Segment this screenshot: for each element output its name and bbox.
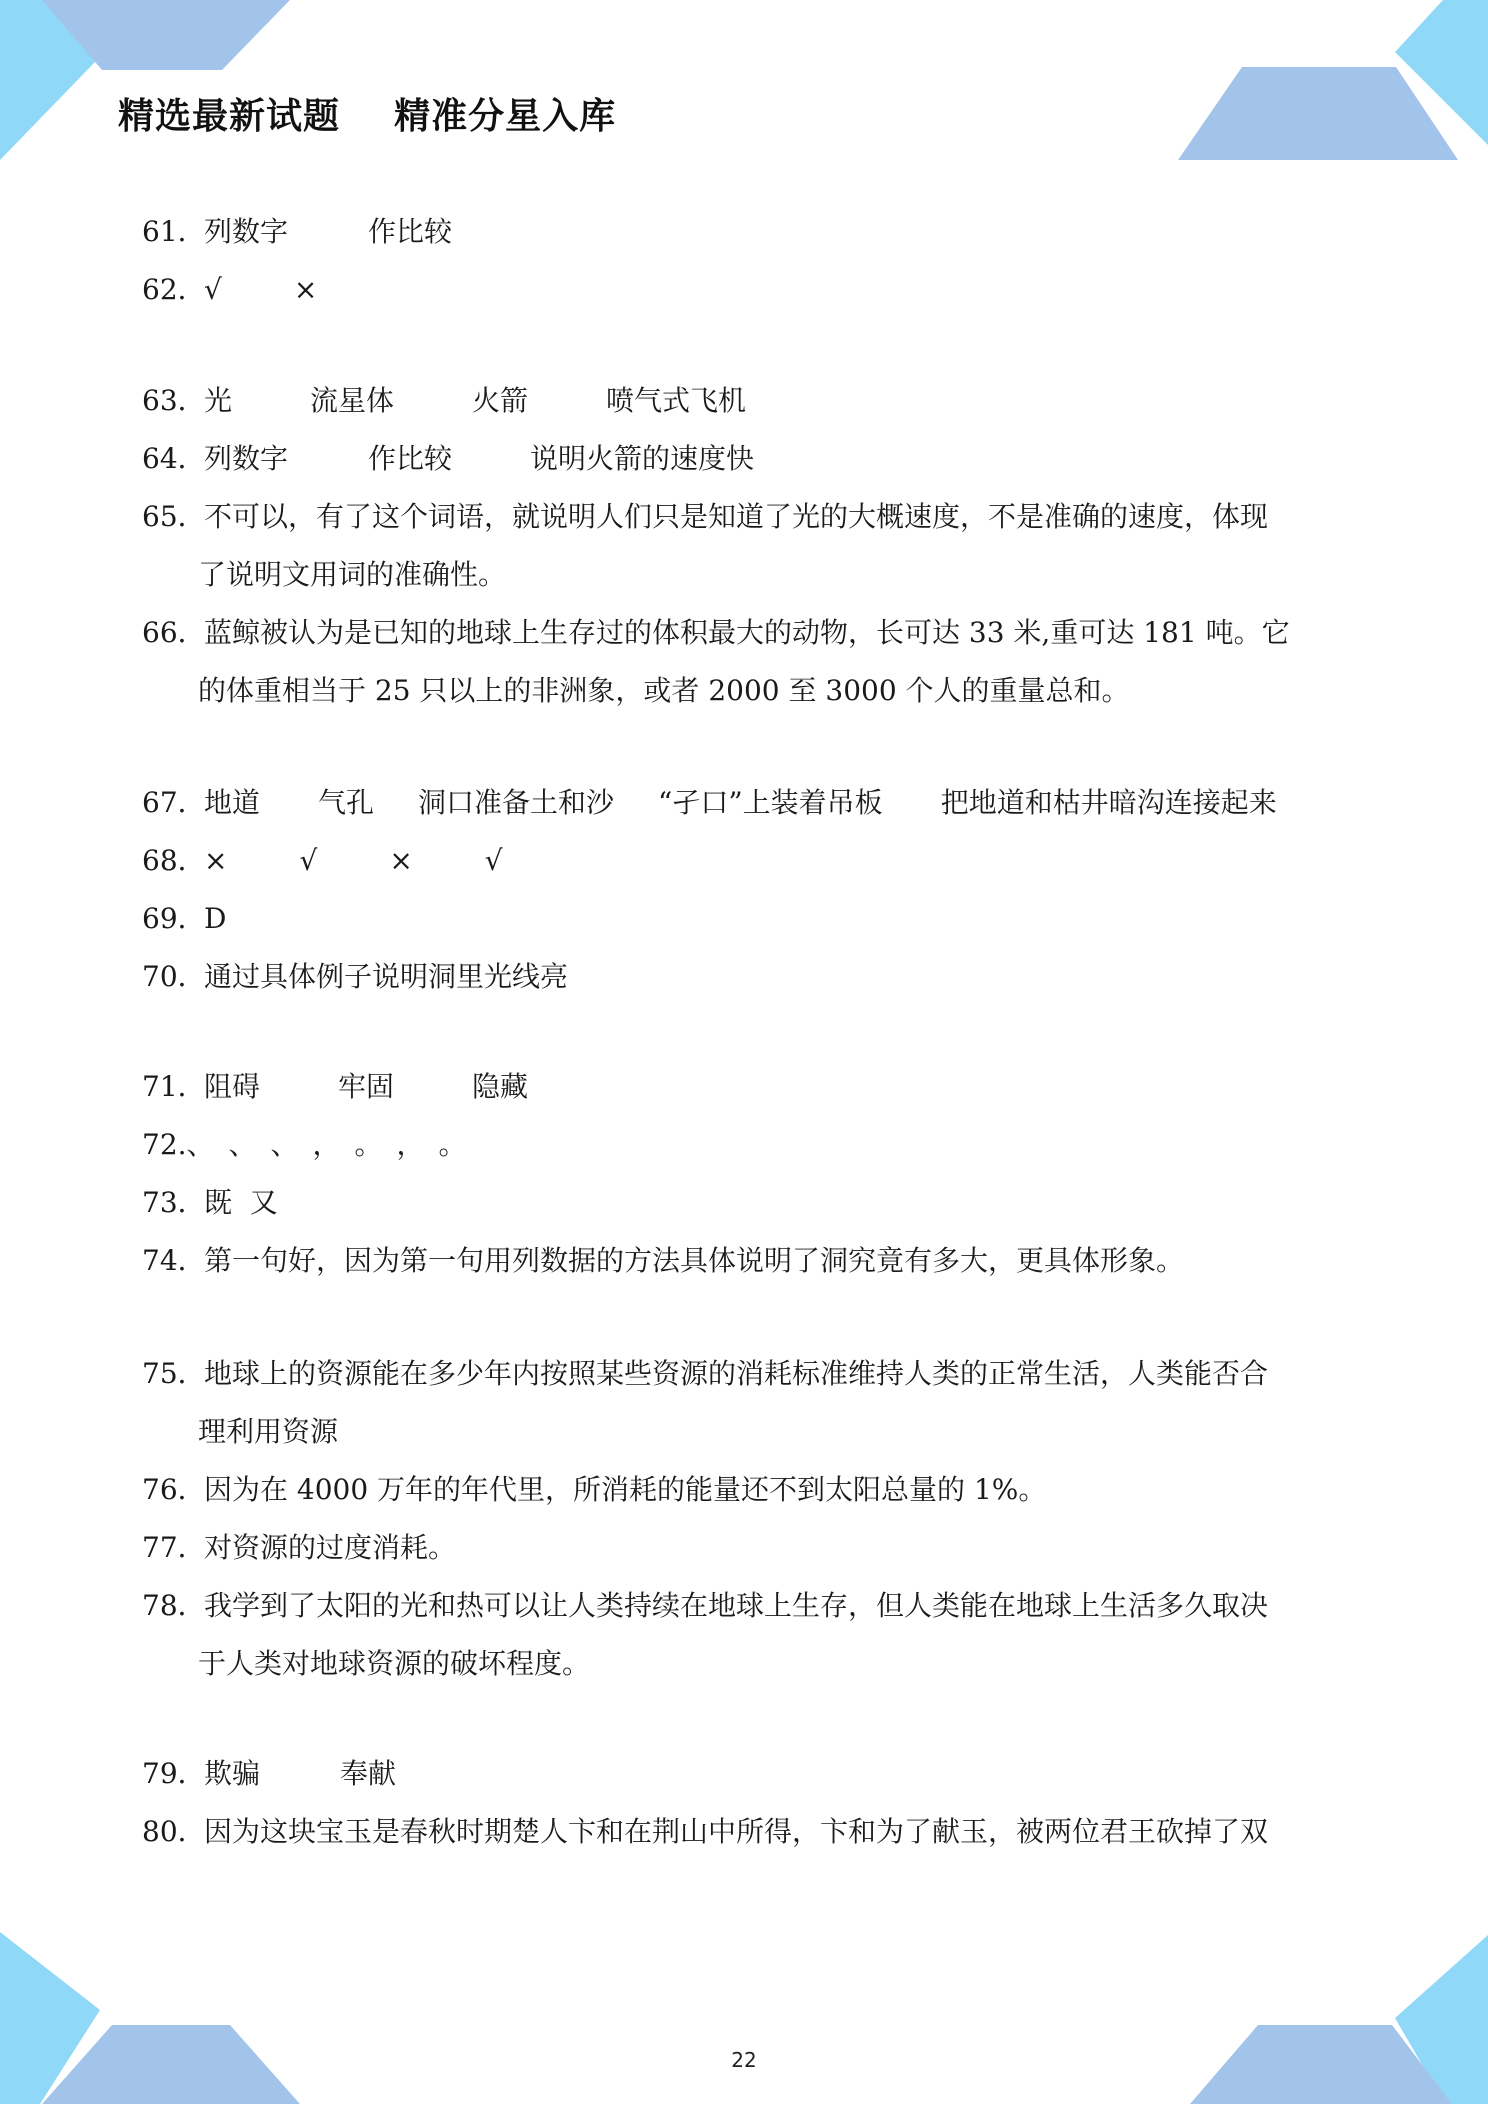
answer-text: 气孔	[318, 786, 375, 819]
answer-text: 、 、 、 ， 。 ， 。	[186, 1128, 467, 1161]
answer-text: 洞口准备土和沙	[418, 786, 615, 819]
answer-text: 列数字	[204, 215, 289, 248]
answer-76	[142, 1461, 1352, 1519]
answer-text: 因为在 4000 万年的年代里，所消耗的能量还不到太阳总量的 1%。	[204, 1473, 1047, 1506]
answer-text-line-1: 不可以，有了这个词语，就说明人们只是知道了光的大概速度，不是准确的速度，体现	[204, 500, 1269, 533]
item-number: 77．	[142, 1531, 206, 1564]
item-number: 64．	[142, 442, 206, 475]
answer-64	[142, 430, 1352, 488]
answer-71	[142, 1058, 1352, 1116]
answer-text-line-2: 理利用资源	[198, 1415, 339, 1448]
item-number: 74．	[142, 1244, 206, 1277]
bottom-right-triangle	[1395, 1935, 1488, 2104]
cross-mark: ×	[389, 844, 413, 877]
answer-text: 奉献	[340, 1757, 397, 1790]
answer-text: 火箭	[472, 384, 529, 417]
answer-text-line-2: 的体重相当于 25 只以上的非洲象，或者 2000 至 3000 个人的重量总和。	[198, 674, 1130, 707]
answer-text-line-1: 地球上的资源能在多少年内按照某些资源的消耗标准维持人类的正常生活，人类能否合	[204, 1357, 1269, 1390]
answer-text: 把地道和枯井暗沟连接起来	[940, 786, 1277, 819]
item-number: 71．	[142, 1070, 206, 1103]
check-mark: √	[484, 844, 503, 877]
answer-text-line-2: 了说明文用词的准确性。	[198, 558, 507, 591]
item-number: 67．	[142, 786, 206, 819]
top-right-trapezoid	[1178, 67, 1458, 160]
top-left-trapezoid	[42, 0, 290, 70]
item-number: 61．	[142, 215, 206, 248]
answer-63	[142, 372, 1352, 430]
answer-72	[142, 1116, 1352, 1174]
answer-69	[142, 890, 1352, 948]
answer-80	[142, 1803, 1352, 1861]
bottom-left-triangle	[0, 1932, 100, 2104]
answer-text-line-1: 蓝鲸被认为是已知的地球上生存过的体积最大的动物，长可达 33 米,重可达 181 吨。它	[204, 616, 1290, 649]
item-number: 68．	[142, 844, 206, 877]
item-number: 62．	[142, 273, 206, 306]
cross-mark: ×	[293, 273, 318, 306]
answer-78	[142, 1577, 1352, 1693]
answer-text: 作比较	[368, 442, 453, 475]
answer-text: 对资源的过度消耗。	[204, 1531, 457, 1564]
answer-61	[142, 203, 1352, 261]
item-number: 78．	[142, 1589, 206, 1622]
answer-68	[142, 832, 1352, 890]
answer-text: 既 又	[204, 1186, 278, 1219]
answer-text: 说明火箭的速度快	[530, 442, 755, 475]
answer-text: 地道	[204, 786, 261, 819]
answer-73	[142, 1174, 1352, 1232]
item-number: 73．	[142, 1186, 206, 1219]
answer-text: 隐藏	[472, 1070, 529, 1103]
page-number: 22	[731, 2048, 757, 2072]
answer-text: 通过具体例子说明洞里光线亮	[204, 960, 569, 993]
item-number: 70．	[142, 960, 206, 993]
answer-text: 阻碍	[204, 1070, 261, 1103]
answer-text: “孑口”上装着吊板	[658, 786, 883, 819]
item-number: 72.	[142, 1128, 187, 1161]
answer-67	[142, 774, 1352, 832]
item-number: 79．	[142, 1757, 206, 1790]
answer-75	[142, 1345, 1352, 1461]
cross-mark: ×	[204, 844, 228, 877]
answer-text: 作比较	[368, 215, 453, 248]
check-mark: √	[204, 273, 222, 306]
answer-text: 喷气式飞机	[606, 384, 747, 417]
answer-77	[142, 1519, 1352, 1577]
answer-text: D	[204, 902, 227, 935]
answer-74	[142, 1232, 1352, 1290]
item-number: 65．	[142, 500, 206, 533]
top-left-triangle	[0, 0, 95, 160]
answer-62	[142, 261, 1352, 319]
answer-66	[142, 604, 1352, 720]
answer-text: 流星体	[310, 384, 395, 417]
item-number: 63．	[142, 384, 206, 417]
answer-79	[142, 1745, 1352, 1803]
item-number: 75．	[142, 1357, 206, 1390]
item-number: 66．	[142, 616, 206, 649]
answer-65	[142, 488, 1352, 604]
item-number: 69．	[142, 902, 206, 935]
answer-text: 光	[204, 384, 233, 417]
answer-text: 列数字	[204, 442, 289, 475]
answer-text-line-1: 因为这块宝玉是春秋时期楚人卞和在荆山中所得，卞和为了献玉，被两位君王砍掉了双	[204, 1815, 1269, 1848]
item-number: 80．	[142, 1815, 206, 1848]
answer-text-line-1: 我学到了太阳的光和热可以让人类持续在地球上生存，但人类能在地球上生活多久取决	[204, 1589, 1269, 1622]
answer-text: 牢固	[338, 1070, 395, 1103]
item-number: 76．	[142, 1473, 206, 1506]
header-title: 精选最新试题 精准分星入库	[118, 96, 617, 137]
answer-text: 第一句好，因为第一句用列数据的方法具体说明了洞究竟有多大，更具体形象。	[204, 1244, 1185, 1277]
top-right-triangle	[1395, 0, 1488, 145]
answer-text-line-2: 于人类对地球资源的破坏程度。	[198, 1647, 591, 1680]
answer-70	[142, 948, 1352, 1006]
answer-text: 欺骗	[204, 1757, 261, 1790]
check-mark: √	[299, 844, 318, 877]
